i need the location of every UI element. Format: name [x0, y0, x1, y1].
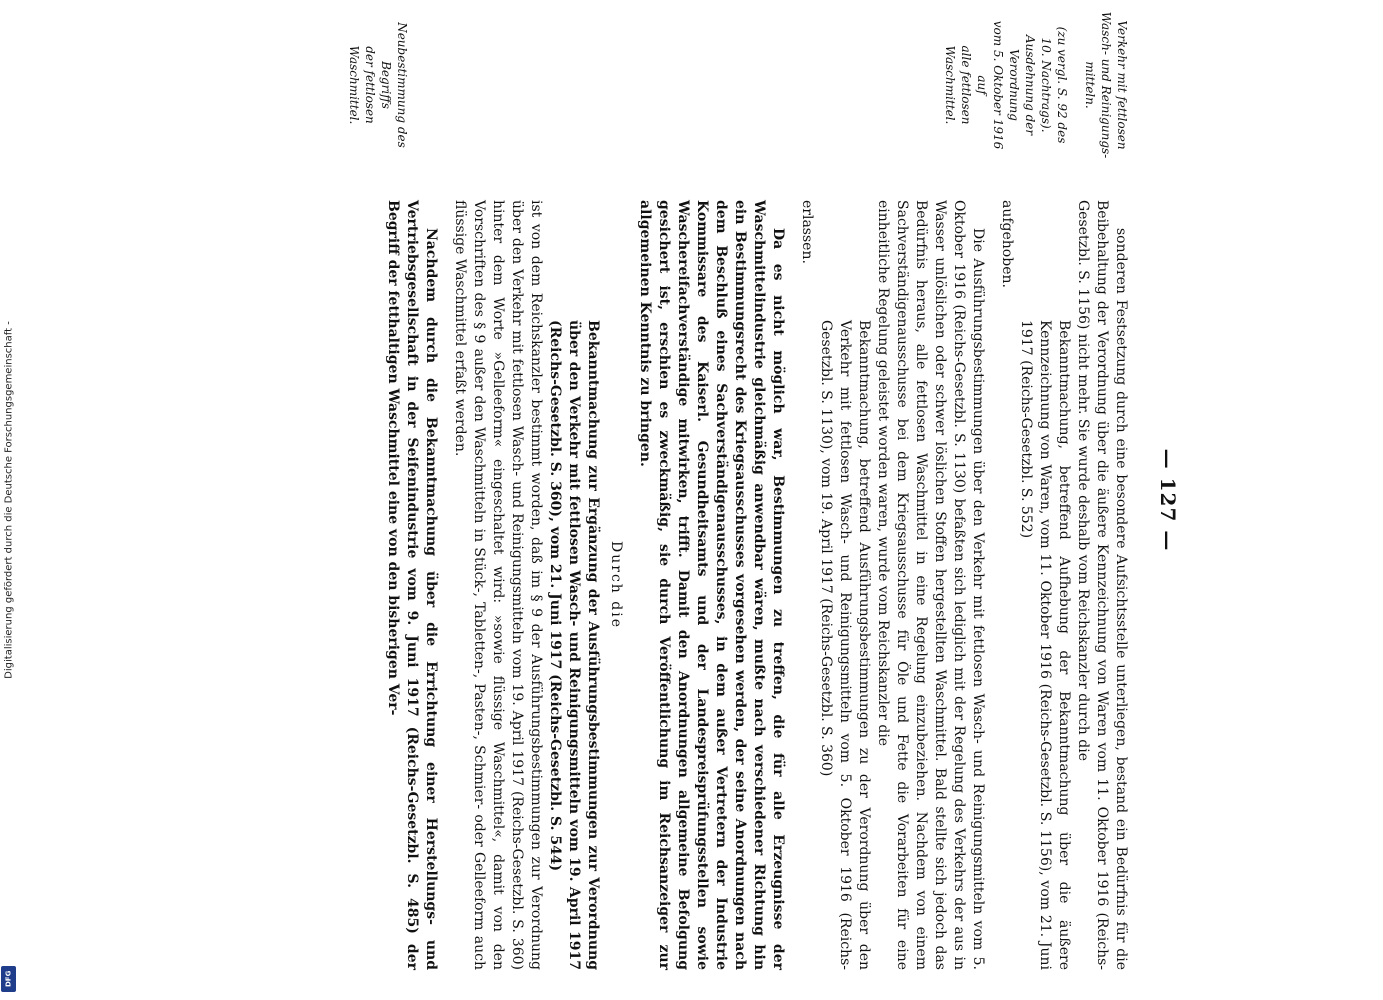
paragraph-text: sonderen Festsetzung durch eine besondere Aufsichtsstelle unterliegen, bestand ein Bedürfnis für die Beibehaltung der Verordnung über die äußere Kennzeichnung von Waren vom 11. Oktober 1916 (Reichs-Gesetzbl. S. 1156) nicht mehr. Sie wurde deshalb vom Reichskanzler durch die [1075, 200, 1129, 970]
paragraph [450, 200, 625, 970]
paragraph: Nachdem durch die Bekanntmachung über die Errichtung einer Herstellungs- und Vertriebsgesellschaft in der Seifenindustrie vom 9. Juni 1917 (Reichs-Gesetzbl. S. 485) der Begriff der fetthaltigen Waschmittel eine von den bisherigen Ver- [385, 200, 439, 970]
citation: Bekanntmachung, betreffend Ausführungsbestimmungen zu der Verordnung über den Verkehr mit fettlosen Wasch- und Reinigungsmitteln vom 5. Oktober 1916 (Reichs-Gesetzbl. S. 1130), vom 19. April 1917 (Reichs-Gesetzbl. S. 360) [818, 320, 872, 970]
margin-line: alle fettlosen Waschmittel. [943, 45, 973, 125]
margin-line: mitteln. [1083, 61, 1097, 109]
page-number: — 127 — [1156, 448, 1180, 552]
margin-line: Wasch- und Reinigungs- [1099, 11, 1113, 159]
margin-line: vom 5. Oktober 1916 auf [975, 20, 1005, 150]
paragraph [797, 200, 987, 970]
left-margin-strip [0, 0, 18, 1000]
margin-note-ausdehnung [942, 10, 1070, 160]
citation: Bekanntmachung zur Ergänzung der Ausführungsbestimmungen zur Verordnung über den Verkehr mit fettlosen Wasch- und Reinigungsmitteln vom 19. April 1917 (Reichs-Gesetzbl. S. 360), vom 21. Juni 1917 (Reichs-Gesetzbl. S. 544) [547, 320, 601, 970]
margin-note-verkehr [1082, 10, 1130, 160]
paragraph: Da es nicht möglich war, Bestimmungen zu treffen, die für alle Erzeugnisse der Waschmittelindustrie gleichmäßig anwendbar wären, mußte nach verschiedener Richtung hin ein Bestimmungsrecht des Kriegsausschusses vorgesehen werden, der seine Anordnungen nach dem Beschluß eines Sachverständigenausschusses, in dem außer Vertretern der Industrie Kommissare des Kaiserl. Gesundheitsamts und der Landespreisprüfungsstellen sowie Waschereifachverständige mitwirken, trifft. Damit den Anordnungen allgemeine Befolgung gesichert ist, erschien es zweckmäßig, sie durch Veröffentlichung im Reichsanzeiger zur allgemeinen Kenntnis zu bringen. [637, 200, 786, 970]
paragraph [997, 200, 1130, 970]
paragraph-intro: Durch die [608, 541, 624, 629]
digitization-credit: Digitalisierung gefördert durch die Deutsche Forschungsgemeinschaft - [3, 321, 15, 679]
paragraph-end: erlassen. [799, 200, 815, 264]
margin-line: der fettlosen Waschmittel. [347, 45, 377, 125]
dfg-logo: DFG [1, 966, 16, 992]
paragraph-text: ist von dem Reichskanzler bestimmt worden, daß im § 9 der Ausführungsbestimmungen zur Verordnung über den Verkehr mit fettlosen Wasch- und Reinigungsmitteln vom 19. April 1917 (Reichs-Gesetzbl. S. 360) hinter dem Worte »Gelleeform« eingeschaltet wird: »sowie flüssige Waschmittel«, damit von den Vorschriften des § 9 außer den Waschmitteln in Stück-, Tabletten-, Pasten-, Schmier- oder Gelleeform auch flüssige Waschmittel erfaßt werden. [452, 200, 544, 970]
rotated-page [150, 0, 1190, 1000]
margin-line: 10. Nachtrags). [1039, 37, 1053, 133]
citation: Bekanntmachung, betreffend Aufhebung der Bekanntmachung über die äußere Kennzeichnung von Waren, vom 11. Oktober 1916 (Reichs-Gesetzbl. S. 1156), vom 21. Juni 1917 (Reichs-Gesetzbl. S. 552) [1018, 320, 1072, 970]
margin-line: Ausdehnung der Verordnung [1007, 34, 1037, 136]
margin-line: Neubestimmung des Begriffs [379, 22, 409, 148]
paragraph-text: Die Ausführungsbestimmungen über den Verkehr mit fettlosen Wasch- und Reinigungsmitteln vom 5. Oktober 1916 (Reichs-Gesetzbl. S. 1130) befaßten sich lediglich mit der Regelung des Verkehrs der aus in Wasser unlöslichen oder schwer löslichen Stoffen hergestellten Waschmittel. Bald stellte sich jedoch das Bedürfnis heraus, alle fettlosen Waschmittel in eine Regelung einzubeziehen. Nachdem von einem Sachverständigenausschusse bei dem Kriegsausschusse für Öle und Fette die Vorarbeiten für eine einheitliche Regelung geleistet worden waren, wurde vom Reichskanzler die [875, 200, 986, 970]
margin-line: Verkehr mit fettlosen [1115, 20, 1129, 150]
paragraph-end: aufgehoben. [999, 200, 1015, 288]
body-text [170, 200, 1130, 970]
margin-note-neubestimmung [346, 10, 410, 160]
margin-line: (zu vergl. S. 92 des [1055, 26, 1069, 144]
